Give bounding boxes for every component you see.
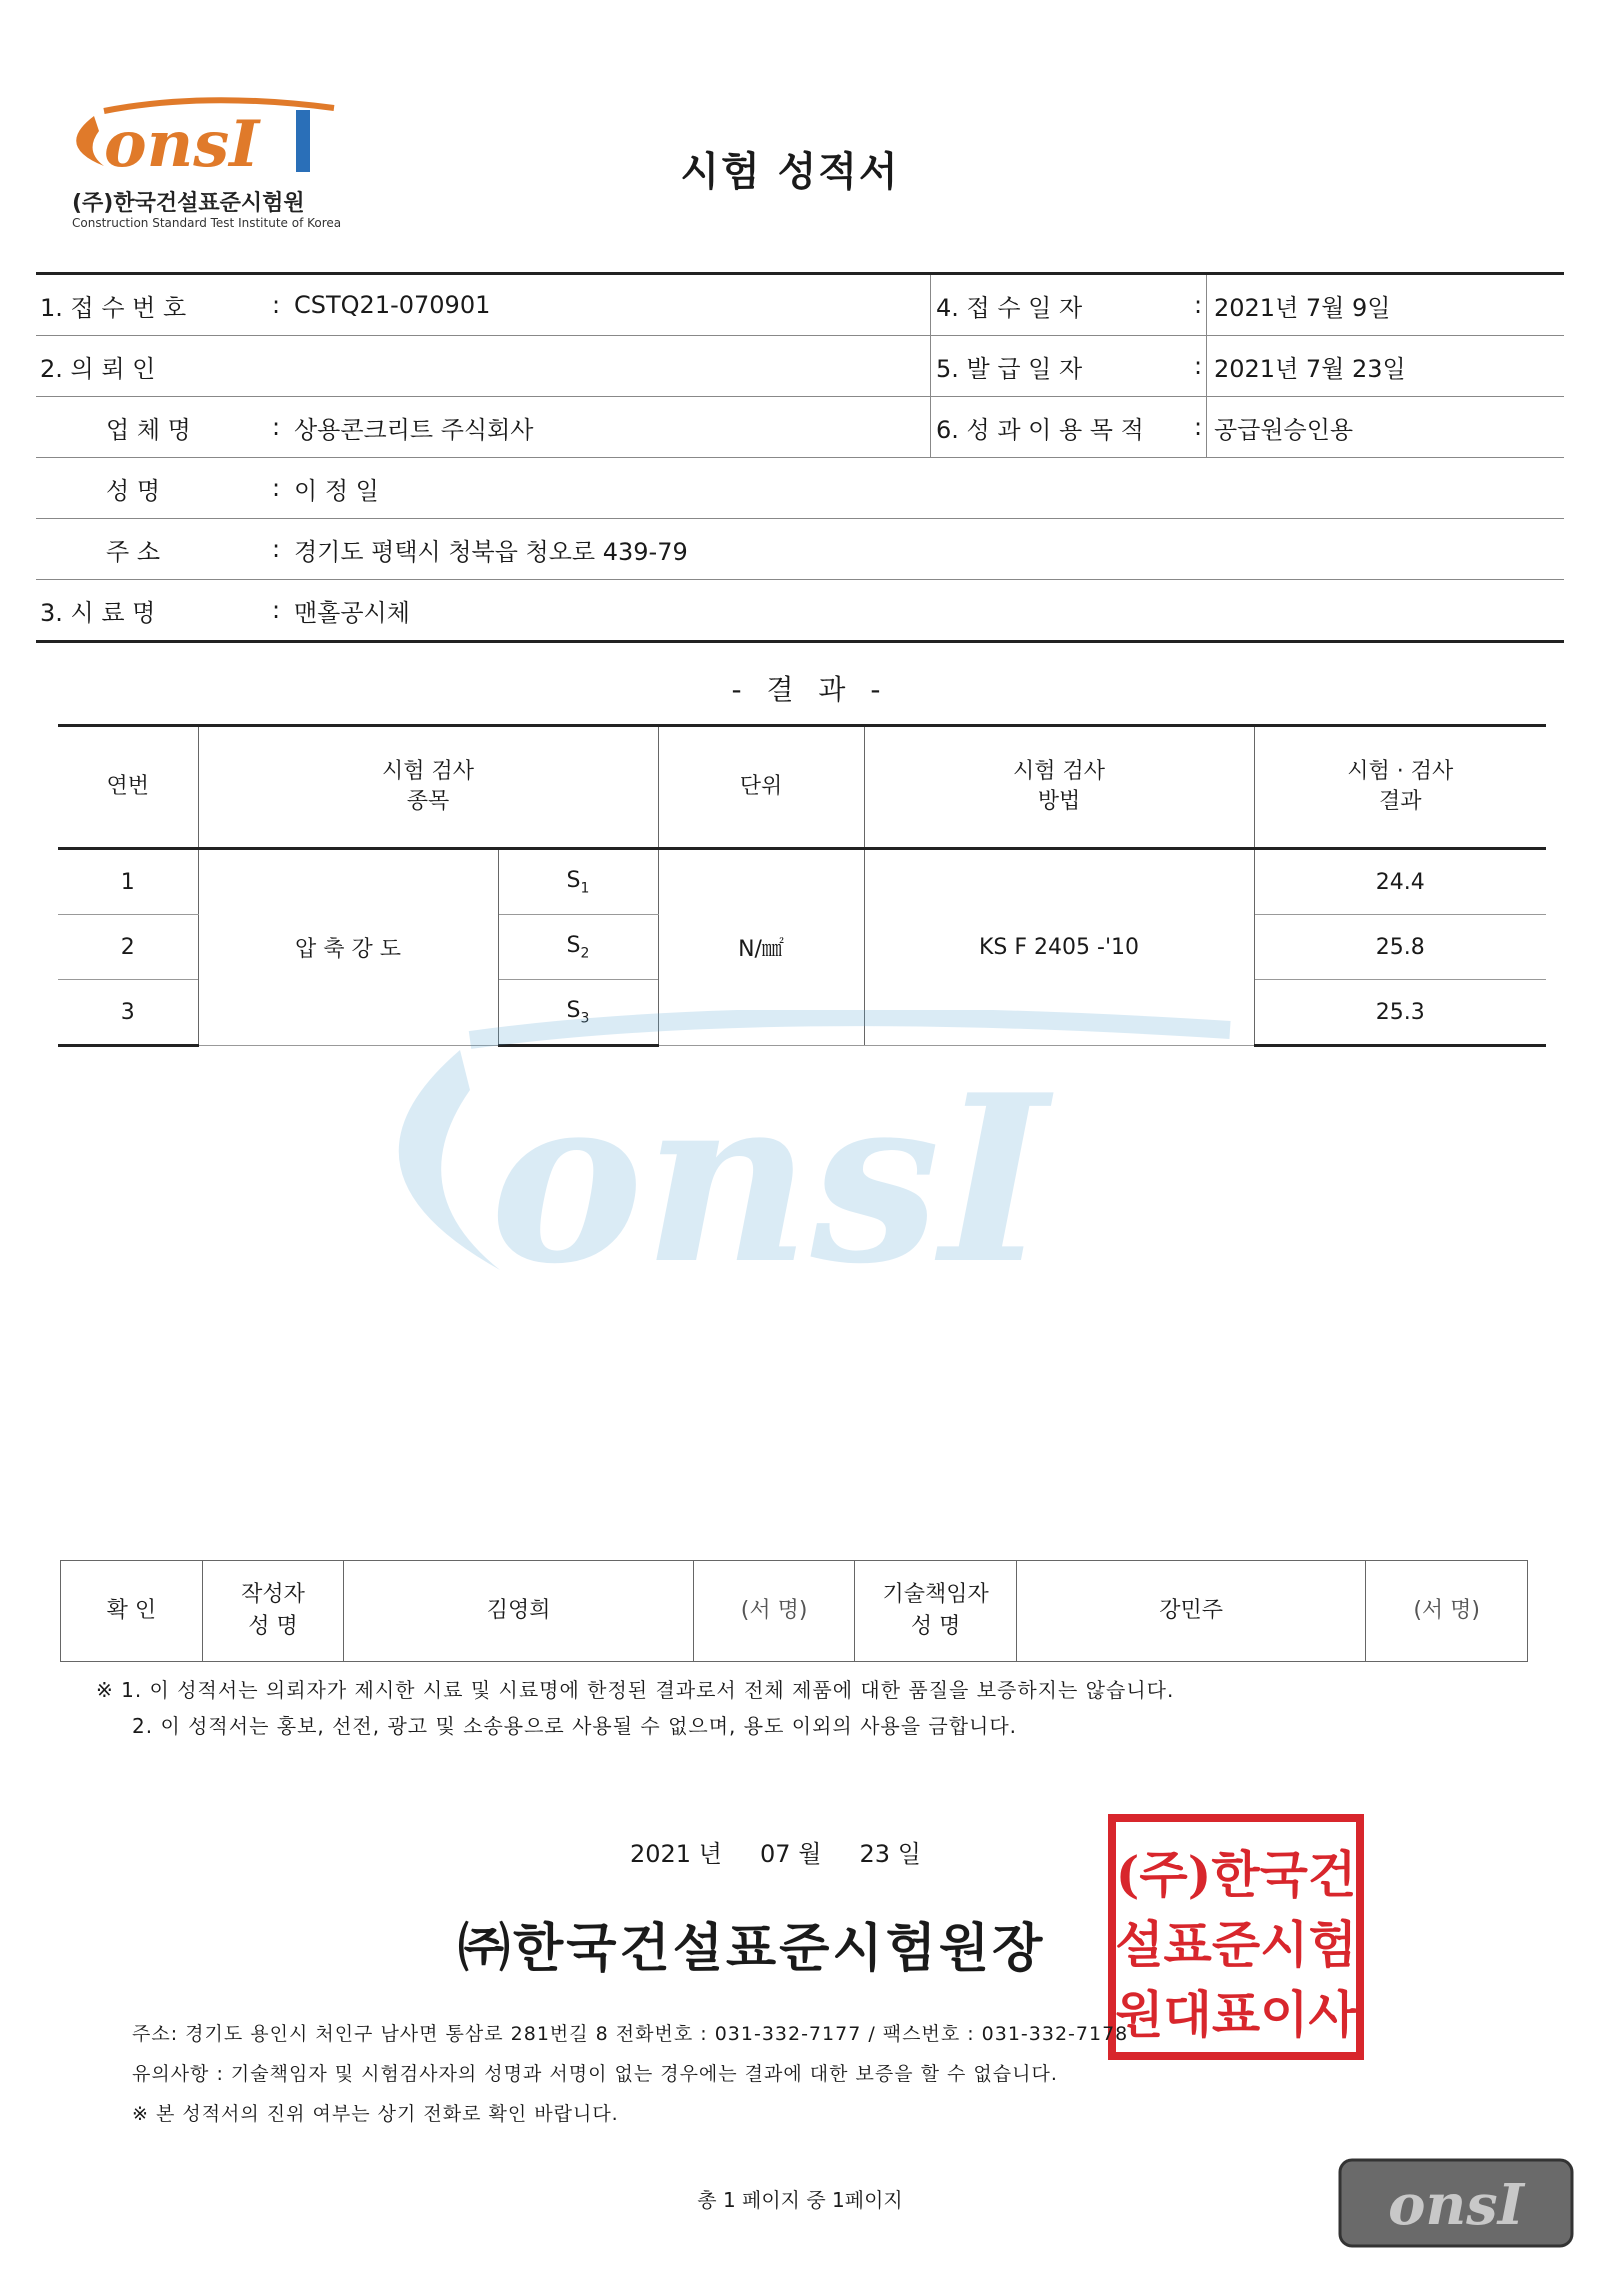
company-seal <box>1106 1812 1366 2062</box>
row-sample: $S_2$ <box>498 915 658 980</box>
info-table <box>36 272 1564 643</box>
info-row-sample: 3. 시 료 명 : 맨홀공시체 <box>36 580 1564 640</box>
row-no: 2 <box>58 915 198 980</box>
receipt-date: 2021년 7월 9일 <box>1214 293 1391 322</box>
writer-name: 김영희 <box>344 1561 693 1662</box>
page-number: 총 1 페이지 중 1페이지 <box>697 2188 903 2212</box>
row-sample: $S_1$ <box>498 849 658 915</box>
col-result: 시험 · 검사 결과 <box>1254 726 1546 849</box>
company-logo <box>64 96 344 186</box>
confirm-label: 확 인 <box>61 1561 203 1662</box>
results-table <box>58 724 1546 1047</box>
footer-caution: 유의사항 : 기술책임자 및 시험검사자의 성명과 서명이 없는 경우에는 결과에 대한 보증을 할 수 없습니다. <box>132 2063 1058 2085</box>
requester-label: 2. 의 뢰 인 <box>40 354 156 383</box>
company-label: 업 체 명 <box>106 415 191 444</box>
receipt-no-label: 1. 접 수 번 호 <box>40 293 187 322</box>
document-title: 시험 성적서 <box>680 149 900 195</box>
svg-text:onsI: onsI <box>1388 2172 1524 2238</box>
address: 경기도 평택시 청북읍 청오로 439-79 <box>294 537 688 566</box>
row-sample: $S_3$ <box>498 980 658 1046</box>
sample-label: 3. 시 료 명 <box>40 598 156 627</box>
note-2: 2. 이 성적서는 홍보, 선전, 광고 및 소송용으로 사용될 수 없으며, 용도 이외의 사용을 금합니다. <box>132 1714 1018 1738</box>
info-row-receipt: 1. 접 수 번 호 : CSTQ21-070901 4. 접 수 일 자 : 2021년 7월 9일 <box>36 275 1564 336</box>
manager-label: 기술책임자 성 명 <box>855 1561 1016 1662</box>
director-name: ㈜한국건설표준시험원장 <box>458 1919 1046 1979</box>
svg-text:설표준시험: 설표준시험 <box>1115 1915 1357 1974</box>
notes <box>96 1672 1174 1744</box>
issue-date-label: 5. 발 급 일 자 <box>936 354 1083 383</box>
org-name: (주)한국건설표준시험원 <box>72 191 305 216</box>
svg-text:(주)한국건: (주)한국건 <box>1115 1845 1357 1904</box>
test-item: 압 축 강 도 <box>198 849 498 1046</box>
footer <box>132 2014 1128 2134</box>
manager-signature: (서 명) <box>1366 1561 1528 1662</box>
writer-signature: (서 명) <box>693 1561 855 1662</box>
col-unit: 단위 <box>658 726 864 849</box>
svg-text:onsI: onsI <box>104 107 260 182</box>
org-name-en: Construction Standard Test Institute of Korea <box>72 216 342 230</box>
row-result: 25.8 <box>1254 915 1546 980</box>
purpose: 공급원승인용 <box>1214 415 1354 444</box>
issue-date-line: 2021 년 07 월 23 일 <box>630 1840 921 1868</box>
info-row-name: 성 명 : 이 정 일 <box>36 458 1564 519</box>
col-method: 시험 검사 방법 <box>864 726 1254 849</box>
address-label: 주 소 <box>106 537 160 566</box>
watermark-logo <box>340 1010 1240 1310</box>
table-row <box>58 849 1546 915</box>
test-method: KS F 2405 -'10 <box>864 849 1254 1046</box>
note-1: ※ 1. 이 성적서는 의뢰자가 제시한 시료 및 시료명에 한정된 결과로서 전체 제품에 대한 품질을 보증하지는 않습니다. <box>96 1678 1175 1702</box>
footer-address: 주소: 경기도 용인시 처인구 남사면 통삼로 281번길 8 전화번호 : 031-332-7177 / 팩스번호 : 031-332-7178 <box>132 2023 1129 2045</box>
info-row-address: 주 소 : 경기도 평택시 청북읍 청오로 439-79 <box>36 519 1564 580</box>
svg-text:원대표이사: 원대표이사 <box>1115 1985 1357 2044</box>
row-no: 3 <box>58 980 198 1046</box>
writer-label: 작성자 성 명 <box>202 1561 344 1662</box>
stamp-logo <box>1338 2158 1574 2248</box>
receipt-no: CSTQ21-070901 <box>294 291 491 319</box>
manager-name: 강민주 <box>1016 1561 1365 1662</box>
receipt-date-label: 4. 접 수 일 자 <box>936 293 1083 322</box>
issue-date: 2021년 7월 23일 <box>1214 354 1406 383</box>
name-label: 성 명 <box>106 476 160 505</box>
confirmation-table <box>60 1560 1528 1662</box>
name: 이 정 일 <box>294 476 379 505</box>
unit: N/㎟ <box>658 849 864 1046</box>
results-heading: - 결 과 - <box>731 673 889 706</box>
col-item: 시험 검사 종목 <box>198 726 658 849</box>
sample: 맨홀공시체 <box>294 598 410 627</box>
col-no: 연번 <box>58 726 198 849</box>
row-no: 1 <box>58 849 198 915</box>
info-row-company: 업 체 명 : 상용콘크리트 주식회사 6. 성 과 이 용 목 적 : 공급원승인용 <box>36 397 1564 458</box>
company: 상용콘크리트 주식회사 <box>294 415 534 444</box>
footer-verify: ※ 본 성적서의 진위 여부는 상기 전화로 확인 바랍니다. <box>132 2103 619 2125</box>
row-result: 24.4 <box>1254 849 1546 915</box>
row-result: 25.3 <box>1254 980 1546 1046</box>
svg-text:onsI: onsI <box>490 1045 1048 1310</box>
purpose-label: 6. 성 과 이 용 목 적 <box>936 415 1144 444</box>
info-row-requester: 2. 의 뢰 인 5. 발 급 일 자 : 2021년 7월 23일 <box>36 336 1564 397</box>
